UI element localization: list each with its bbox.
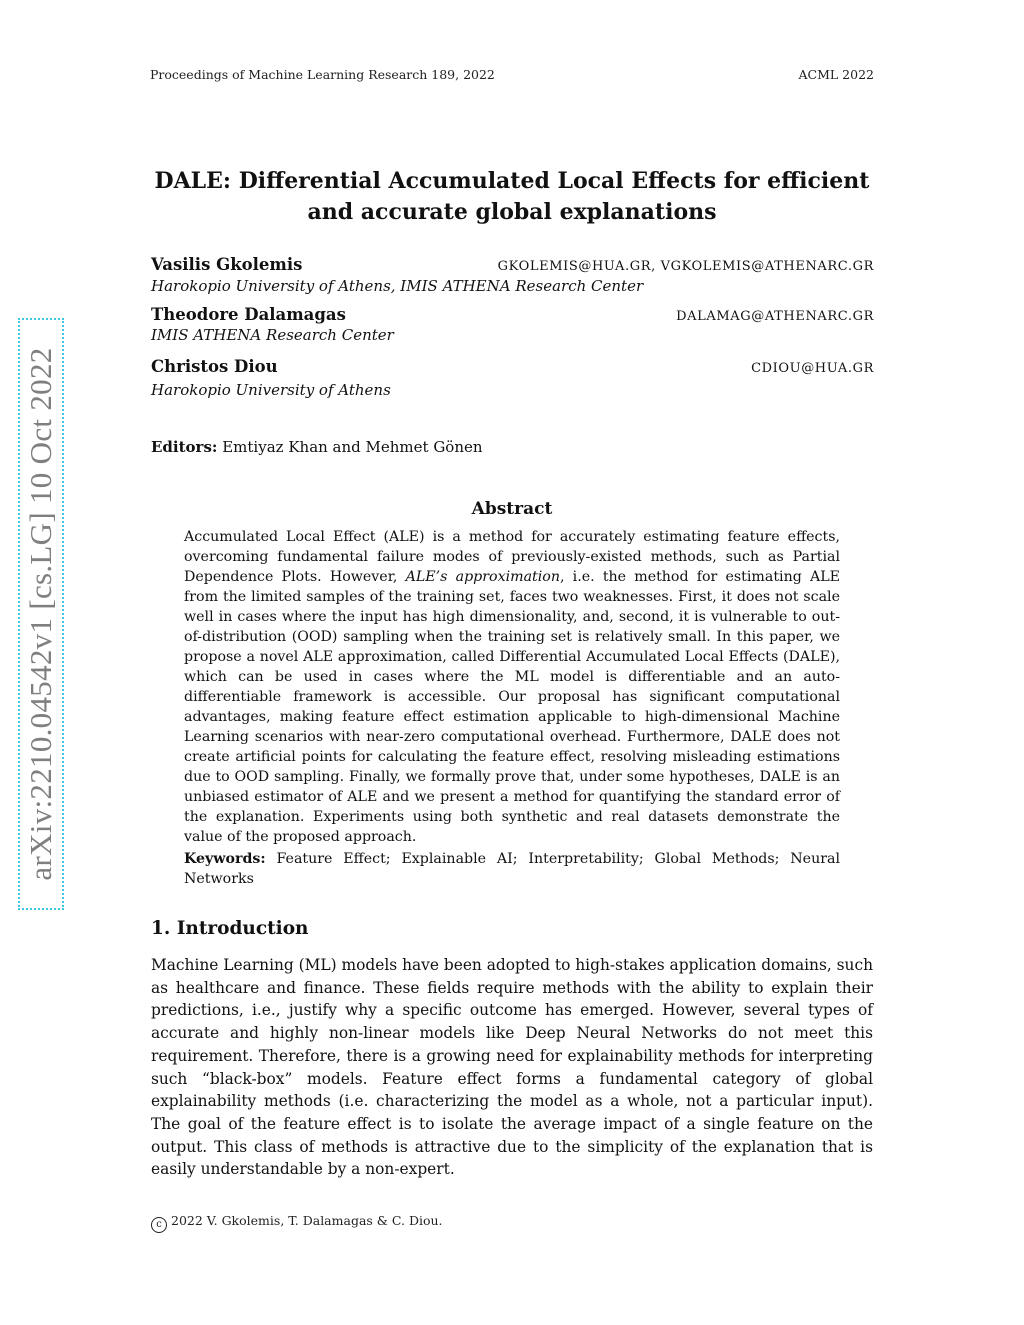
author-affiliation: Harokopio University of Athens, IMIS ATHENA Research Center xyxy=(151,277,644,295)
abstract-heading: Abstract xyxy=(471,499,553,519)
running-header-right: ACML 2022 xyxy=(798,67,874,82)
copyright-notice xyxy=(151,1213,443,1233)
copyright-text: 2022 V. Gkolemis, T. Dalamagas & C. Diou. xyxy=(171,1213,443,1228)
copyright-symbol: c xyxy=(151,1217,167,1233)
arxiv-stamp-text: arXiv:2210.04542v1 [cs.LG] 10 Oct 2022 xyxy=(23,347,58,881)
abstract-text-start: Accumulated Local Effect (ALE) is a method for accurately estimating feature effects, overcoming fundamental failure modes of previously-existed methods, such as Partial Dependence Plots. However, xyxy=(184,529,840,585)
abstract-text-end: , i.e. the method for estimating ALE from the limited samples of the training set, faces two weaknesses. First, it does not scale well in cases where the input has high dimensionality, and, second, it is vulnerable to out-of-distribution (OOD) sampling when the training set is relatively small. In this paper, we propose a novel ALE approximation, called Differential Accumulated Local Effects (DALE), which can be used in cases where the ML model is differentiable and an auto-differentiable framework is accessible. Our proposal has significant computational advantages, making feature effect estimation applicable to high-dimensional Machine Learning scenarios with near-zero computational overhead. Furthermore, DALE does not create artificial points for calculating the feature effect, resolving misleading estimations due to OOD sampling. Finally, we formally prove that, under some hypotheses, DALE is an unbiased estimator of ALE and we present a method for quantifying the standard error of the explanation. Experiments using both synthetic and real datasets demonstrate the value of the proposed approach. xyxy=(184,569,841,845)
editors-names: Emtiyaz Khan and Mehmet Gönen xyxy=(222,438,483,456)
keywords xyxy=(184,849,840,889)
keywords-label: Keywords: xyxy=(184,851,266,867)
editors-line xyxy=(151,438,483,456)
arxiv-stamp[interactable] xyxy=(18,318,64,910)
author-email[interactable]: GKOLEMIS@HUA.GR, VGKOLEMIS@ATHENARC.GR xyxy=(497,259,874,274)
section-heading: 1. Introduction xyxy=(151,918,309,939)
running-header-left: Proceedings of Machine Learning Research 189, 2022 xyxy=(150,67,495,82)
author-email[interactable]: DALAMAG@ATHENARC.GR xyxy=(676,309,874,324)
editors-label: Editors: xyxy=(151,438,218,456)
introduction-paragraph: Machine Learning (ML) models have been adopted to high-stakes application domains, such as healthcare and finance. These fields require methods with the ability to explain their predictions, i.e., justify why a specific outcome has emerged. However, several types of accurate and highly non-linear models like Deep Neural Networks do not meet this requirement. Therefore, there is a growing need for explainability methods for interpreting such “black-box” models. Feature effect forms a fundamental category of global explainability methods (i.e. characterizing the model as a whole, not a particular input). The goal of the feature effect is to isolate the average impact of a single feature on the output. This class of methods is attractive due to the simplicity of the explanation that is easily understandable by a non-expert. xyxy=(151,956,873,1179)
paper-title: DALE: Differential Accumulated Local Effects for efficient and accurate global explanations xyxy=(154,168,870,225)
abstract-italic-term: ALE’s approximation xyxy=(405,569,560,585)
author-name: Theodore Dalamagas xyxy=(151,305,346,324)
author-affiliation: Harokopio University of Athens xyxy=(151,381,391,399)
author-email[interactable]: CDIOU@HUA.GR xyxy=(751,361,874,376)
keywords-text: Feature Effect; Explainable AI; Interpretability; Global Methods; Neural Networks xyxy=(184,851,840,887)
author-name: Christos Diou xyxy=(151,357,278,376)
abstract-body xyxy=(184,527,840,847)
author-name: Vasilis Gkolemis xyxy=(151,255,303,274)
author-affiliation: IMIS ATHENA Research Center xyxy=(151,326,394,344)
